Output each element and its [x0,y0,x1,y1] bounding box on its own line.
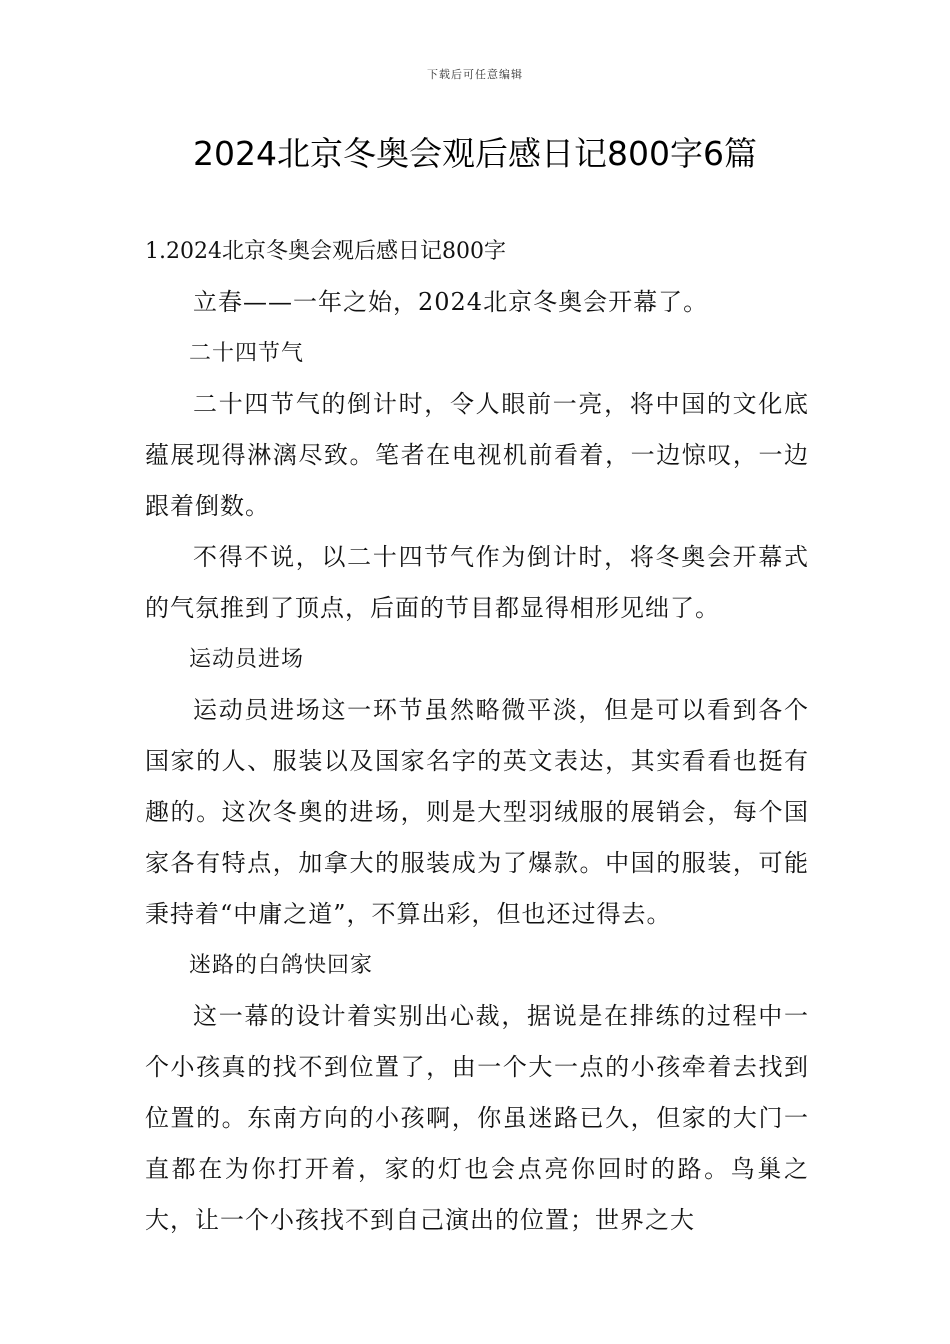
subheading-dove: 迷路的白鸽快回家 [189,953,374,978]
subheading-athletes: 运动员进场 [189,647,305,672]
paragraph-solar-terms: 二十四节气的倒计时，令人眼前一亮，将中国的文化底蕴展现得淋漓尽致。笔者在电视机前看着，一边惊叹，一边跟着倒数。 [145,390,809,520]
header-note: 下载后可任意编辑 [427,68,523,81]
paragraph-opening: 立春——一年之始，2024北京冬奥会开幕了。 [193,288,709,316]
document-body [145,226,809,1246]
section-heading: 1.2024北京冬奥会观后感日记800字 [145,239,506,264]
paragraph-dove: 这一幕的设计着实别出心裁，据说是在排练的过程中一个小孩真的找不到位置了，由一个大一点的小孩牵着去找到位置的。东南方向的小孩啊，你虽迷路已久，但家的大门一直都在为你打开着，家的灯也会点亮你回时的路。鸟巢之大，让一个小孩找不到自己演出的位置；世界之大 [145,1002,809,1234]
subheading-solar-terms: 二十四节气 [189,341,305,366]
paragraph-athletes: 运动员进场这一环节虽然略微平淡，但是可以看到各个国家的人、服装以及国家名字的英文表达，其实看看也挺有趣的。这次冬奥的进场，则是大型羽绒服的展销会，每个国家各有特点，加拿大的服装成为了爆款。中国的服装，可能秉持着“中庸之道”，不算出彩，但也还过得去。 [145,696,809,928]
document-title: 2024北京冬奥会观后感日记800字6篇 [193,134,757,173]
paragraph-countdown: 不得不说，以二十四节气作为倒计时，将冬奥会开幕式的气氛推到了顶点，后面的节目都显得相形见绌了。 [145,543,809,622]
